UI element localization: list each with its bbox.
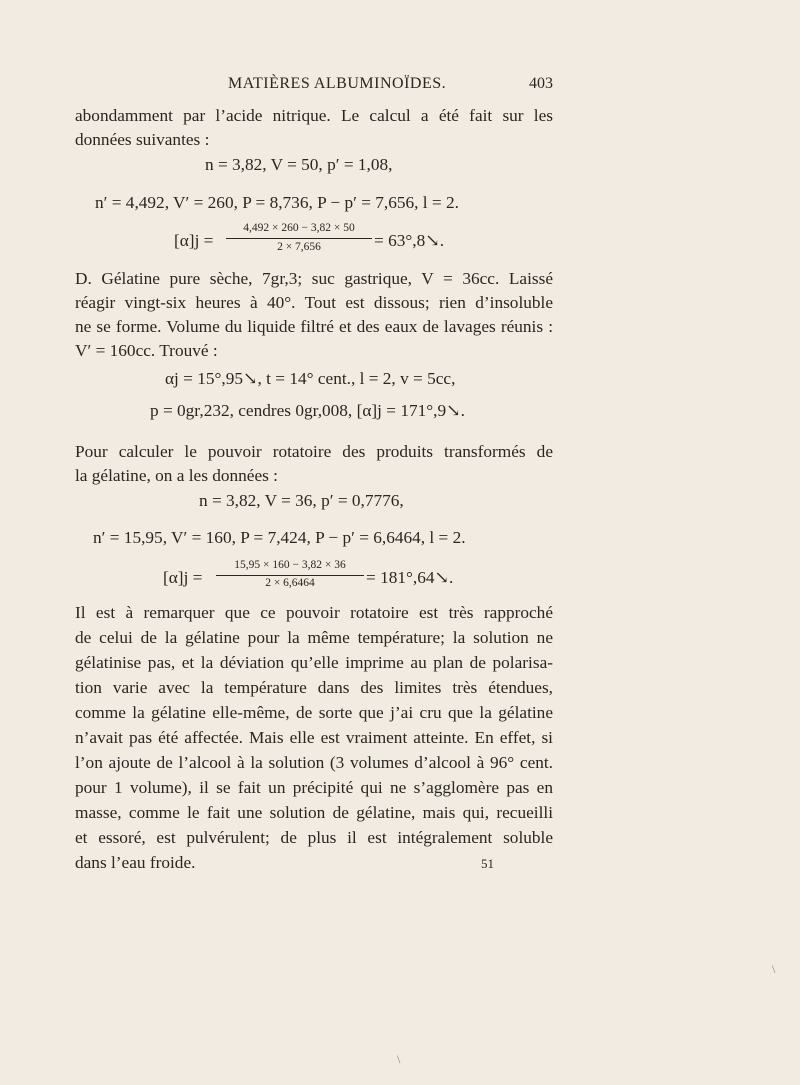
running-header <box>75 75 553 99</box>
equation-line: p = 0gr,232, cendres 0gr,008, [α]j = 171°,9↘. <box>150 401 465 420</box>
text-line: de celui de la gélatine pour la même température; la solution ne <box>75 628 553 647</box>
text-line: abondamment par l’acide nitrique. Le calcul a été fait sur les <box>75 106 553 125</box>
text-line: dans l’eau froide. <box>75 853 196 872</box>
text-line: gélatinise pas, et la déviation qu’elle imprime au plan de polarisa- <box>75 653 553 672</box>
text-line: ne se forme. Volume du liquide filtré et des eaux de lavages réunis : <box>75 317 553 336</box>
text-line: l’on ajoute de l’alcool à la solution (3 volumes d’alcool à 96° cent. <box>75 753 553 772</box>
paragraph-3 <box>75 440 553 488</box>
page-number: 403 <box>529 75 553 92</box>
equation-line: n = 3,82, V = 50, p′ = 1,08, <box>205 155 393 174</box>
text-line: et essoré, est pulvérulent; de plus il est intégralement soluble <box>75 828 553 847</box>
equation-line: n = 3,82, V = 36, p′ = 0,7776, <box>199 491 404 510</box>
paragraph-4 <box>75 600 553 875</box>
fraction-numerator: 4,492 × 260 − 3,82 × 50 <box>243 222 355 234</box>
text-line: la gélatine, on a les données : <box>75 466 278 485</box>
text-line: comme la gélatine elle-même, de sorte que j’ai cru que la gélatine <box>75 703 553 722</box>
text-line: pour 1 volume), il se fait un précipité qui ne s’agglomère pas en <box>75 778 553 797</box>
equation-line: αj = 15°,95↘, t = 14° cent., l = 2, v = 5cc, <box>165 369 456 388</box>
text-line: réagir vingt-six heures à 40°. Tout est dissous; rien d’insoluble <box>75 293 553 312</box>
formula-rhs: = 181°,64↘. <box>366 568 454 587</box>
fraction-bar <box>216 575 364 576</box>
fraction-denominator: 2 × 7,656 <box>277 241 321 253</box>
header-title: MATIÈRES ALBUMINOÏDES. <box>228 75 447 92</box>
signature-mark: 51 <box>481 856 494 871</box>
paper-mark: \ <box>772 962 776 976</box>
equation-line: n′ = 4,492, V′ = 260, P = 8,736, P − p′ = 7,656, l = 2. <box>95 193 459 212</box>
fraction-denominator: 2 × 6,6464 <box>265 577 315 589</box>
formula-lhs: [α]j = <box>174 231 214 250</box>
formula-lhs: [α]j = <box>163 568 203 587</box>
equation-line: n′ = 15,95, V′ = 160, P = 7,424, P − p′ = 6,6464, l = 2. <box>93 528 466 547</box>
paragraph-1 <box>75 104 553 152</box>
text-line: tion varie avec la température dans des limites très étendues, <box>75 678 553 697</box>
paper-mark: \ <box>397 1052 401 1066</box>
formula-rhs: = 63°,8↘. <box>374 231 445 250</box>
text-line: n’avait pas été affectée. Mais elle est vraiment atteinte. En effet, si <box>75 728 553 747</box>
fraction-numerator: 15,95 × 160 − 3,82 × 36 <box>234 559 346 571</box>
text-line: D. Gélatine pure sèche, 7gr,3; suc gastrique, V = 36cc. Laissé <box>75 269 553 288</box>
paragraph-2 <box>75 267 553 363</box>
text-line: V′ = 160cc. Trouvé : <box>75 341 218 360</box>
text-line: Pour calculer le pouvoir rotatoire des produits transformés de <box>75 442 553 461</box>
text-line: données suivantes : <box>75 130 210 149</box>
fraction-bar <box>226 238 372 239</box>
text-line: Il est à remarquer que ce pouvoir rotatoire est très rapproché <box>75 603 553 622</box>
text-line: masse, comme le fait une solution de gélatine, mais qui, recueilli <box>75 803 553 822</box>
